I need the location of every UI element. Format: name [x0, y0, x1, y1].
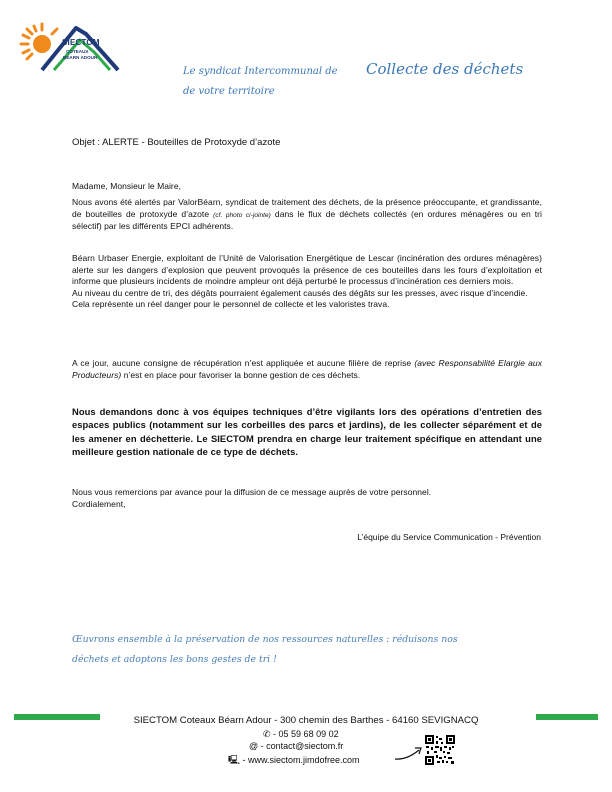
- footer-email[interactable]: @ - contact@siectom.fr: [249, 741, 344, 751]
- footer-website[interactable]: 🖳 - www.siectom.jimdofree.com: [228, 755, 360, 765]
- paragraph-3-text-b: n’est en place pour favoriser la bonne gestion de ces déchets.: [123, 369, 361, 380]
- siectom-logo: [14, 20, 126, 74]
- paragraph-1-text-a: Nous avons été alertés par ValorBéarn, syndicat de traitement des déchets, de la présence préoccupante, et grandissante, de bouteilles de protoxyde d’azote: [72, 197, 542, 219]
- tagline-part-3: de votre territoire: [183, 86, 275, 97]
- logo-subtitle-1: COTEAUX: [66, 49, 89, 54]
- paragraph-2-line-2: Au niveau du centre de tri, des dégâts pourraient également causés des dégâts sur les presses, avec risque d’incendie.: [72, 287, 528, 298]
- logo-subtitle-2: BÉARN ADOUR: [63, 55, 98, 60]
- tagline-part-1: Le syndicat Intercommunal de: [183, 66, 338, 77]
- paragraph-5: Nous vous remercions par avance pour la diffusion de ce message auprès de votre personnel.: [72, 487, 432, 497]
- paragraph-1-photo-note: (cf. photo ci-jointe): [213, 211, 271, 219]
- footer-address: SIECTOM Coteaux Béarn Adour - 300 chemin des Barthes - 64160 SEVIGNACQ: [133, 715, 479, 726]
- tagline-part-2: Collecte des déchets: [366, 60, 524, 78]
- paragraph-2-line-3: Cela représente un réel danger pour le personnel de collecte et les valoristes trava.: [72, 299, 390, 310]
- sun-icon: [21, 24, 57, 59]
- paragraph-2-line-1: Béarn Urbaser Energie, exploitant de l’Unité de Valorisation Energétique de Lescar (incinération des ordures ménagères) alerte sur les dangers d’explosion que peuvent provoqués la présence de ces bouteilles dans les fours d’exploitation et informe que plusieurs incidents de moindre ampleur ont déjà perturbé le processus d’incinération ces derniers mois.: [72, 253, 542, 287]
- paragraph-2: [72, 253, 542, 311]
- arrow-icon: [393, 742, 425, 762]
- paragraph-6-closing: Cordialement,: [72, 499, 126, 509]
- slogan-line-1: Œuvrons ensemble à la préservation de nos ressources naturelles : réduisons nos: [72, 634, 458, 645]
- letter-salutation: Madame, Monsieur le Maire,: [72, 181, 182, 191]
- paragraph-1: [72, 197, 542, 233]
- signature: L’équipe du Service Communication - Prévention: [357, 532, 541, 542]
- logo-name: SIECTOM: [62, 38, 100, 47]
- paragraph-3-text-a: A ce jour, aucune consigne de récupération n’est appliquée et aucune filière de reprise: [72, 358, 412, 368]
- paragraph-3-italic: (avec Responsabilité Elargie aux Producteurs): [72, 358, 542, 380]
- letter-subject: Objet : ALERTE - Bouteilles de Protoxyde d’azote: [72, 137, 281, 148]
- qr-code-icon[interactable]: [425, 735, 455, 765]
- paragraph-3: [72, 358, 542, 381]
- paragraph-1-text-b: dans le flux de déchets collectés (en ordures ménagères ou en tri sélectif) par les différents EPCI adhérents.: [72, 208, 542, 232]
- slogan-line-2: déchets et adoptons les bons gestes de tri !: [72, 654, 277, 665]
- footer-phone: ✆ - 05 59 68 09 02: [263, 729, 339, 739]
- paragraph-4-bold: Nous demandons donc à vos équipes techniques d’être vigilants lors des opérations d’entretien des espaces publics (notamment sur les corbeilles des parcs et jardins), de les collecter séparément et de les amener en déchetterie. Le SIECTOM prendra en charge leur traitement spécifique en attendant une meilleure gestion nationale de ce type de déchets.: [72, 406, 542, 457]
